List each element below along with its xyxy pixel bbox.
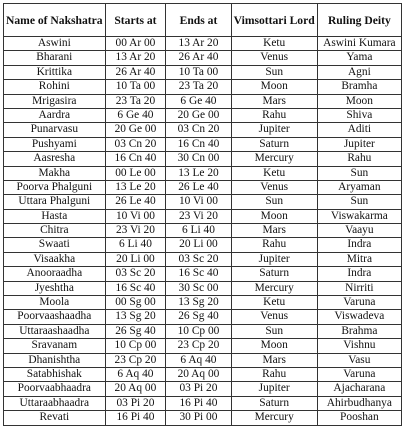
starts-at-cell: 20 Ge 00 xyxy=(105,123,166,137)
table-row xyxy=(4,51,402,65)
table-row xyxy=(4,296,402,310)
nakshatra-name-cell: Uttara Phalguni xyxy=(4,195,106,209)
vimsottari-lord-cell: Venus xyxy=(231,310,317,324)
nakshatra-name-cell: Hasta xyxy=(4,209,106,223)
ruling-deity-cell: Sun xyxy=(317,166,401,180)
vimsottari-lord-cell: Sun xyxy=(231,324,317,338)
starts-at-cell: 03 Sc 20 xyxy=(105,267,166,281)
ends-at-cell: 30 Cn 00 xyxy=(166,152,231,166)
ruling-deity-cell: Nirriti xyxy=(317,281,401,295)
ruling-deity-cell: Agni xyxy=(317,65,401,79)
vimsottari-lord-cell: Rahu xyxy=(231,108,317,122)
nakshatra-name-cell: Krittika xyxy=(4,65,106,79)
table-body xyxy=(4,37,402,426)
ruling-deity-cell: Vishnu xyxy=(317,339,401,353)
nakshatra-name-cell: Dhanishtha xyxy=(4,353,106,367)
table-row xyxy=(4,65,402,79)
table-row xyxy=(4,382,402,396)
ends-at-cell: 23 Cp 20 xyxy=(166,339,231,353)
table-row xyxy=(4,353,402,367)
ends-at-cell: 16 Sc 40 xyxy=(166,267,231,281)
ruling-deity-cell: Yama xyxy=(317,51,401,65)
vimsottari-lord-cell: Jupiter xyxy=(231,123,317,137)
starts-at-cell: 10 Cp 00 xyxy=(105,339,166,353)
nakshatra-name-cell: Chitra xyxy=(4,224,106,238)
starts-at-cell: 13 Sg 20 xyxy=(105,310,166,324)
table-row xyxy=(4,267,402,281)
starts-at-cell: 16 Sc 40 xyxy=(105,281,166,295)
ends-at-cell: 23 Ta 20 xyxy=(166,80,231,94)
ends-at-cell: 03 Sc 20 xyxy=(166,252,231,266)
vimsottari-lord-cell: Saturn xyxy=(231,267,317,281)
table-row xyxy=(4,166,402,180)
header-ends-at: Ends at xyxy=(166,4,231,37)
starts-at-cell: 23 Ta 20 xyxy=(105,94,166,108)
starts-at-cell: 03 Cn 20 xyxy=(105,137,166,151)
ends-at-cell: 16 Cn 40 xyxy=(166,137,231,151)
nakshatra-name-cell: Uttaraashaadha xyxy=(4,324,106,338)
table-row xyxy=(4,94,402,108)
header-ruling-deity: Ruling Deity xyxy=(317,4,401,37)
starts-at-cell: 13 Le 20 xyxy=(105,180,166,194)
table-row xyxy=(4,367,402,381)
table-row xyxy=(4,411,402,425)
ends-at-cell: 23 Vi 20 xyxy=(166,209,231,223)
nakshatra-name-cell: Visaakha xyxy=(4,252,106,266)
ends-at-cell: 03 Pi 20 xyxy=(166,382,231,396)
table-row xyxy=(4,224,402,238)
ends-at-cell: 20 Ge 00 xyxy=(166,108,231,122)
nakshatra-name-cell: Jyeshtha xyxy=(4,281,106,295)
nakshatra-name-cell: Punarvasu xyxy=(4,123,106,137)
ends-at-cell: 26 Le 40 xyxy=(166,180,231,194)
nakshatra-name-cell: Poorvaabhaadra xyxy=(4,382,106,396)
table-header-row xyxy=(4,4,402,37)
ends-at-cell: 30 Pi 00 xyxy=(166,411,231,425)
table-row xyxy=(4,281,402,295)
vimsottari-lord-cell: Sun xyxy=(231,65,317,79)
vimsottari-lord-cell: Jupiter xyxy=(231,382,317,396)
nakshatra-name-cell: Moola xyxy=(4,296,106,310)
nakshatra-name-cell: Swaati xyxy=(4,238,106,252)
ends-at-cell: 20 Li 00 xyxy=(166,238,231,252)
starts-at-cell: 6 Ge 40 xyxy=(105,108,166,122)
nakshatra-table-container xyxy=(3,3,402,426)
vimsottari-lord-cell: Mercury xyxy=(231,411,317,425)
vimsottari-lord-cell: Jupiter xyxy=(231,252,317,266)
ruling-deity-cell: Vasu xyxy=(317,353,401,367)
ruling-deity-cell: Indra xyxy=(317,238,401,252)
vimsottari-lord-cell: Saturn xyxy=(231,137,317,151)
vimsottari-lord-cell: Ketu xyxy=(231,37,317,51)
header-starts-at: Starts at xyxy=(105,4,166,37)
ends-at-cell: 26 Sg 40 xyxy=(166,310,231,324)
ruling-deity-cell: Varuna xyxy=(317,296,401,310)
ruling-deity-cell: Bramha xyxy=(317,80,401,94)
vimsottari-lord-cell: Moon xyxy=(231,339,317,353)
ends-at-cell: 6 Aq 40 xyxy=(166,353,231,367)
starts-at-cell: 16 Cn 40 xyxy=(105,152,166,166)
ruling-deity-cell: Aswini Kumara xyxy=(317,37,401,51)
table-row xyxy=(4,137,402,151)
table-row xyxy=(4,195,402,209)
nakshatra-name-cell: Satabhishak xyxy=(4,367,106,381)
ends-at-cell: 13 Ar 20 xyxy=(166,37,231,51)
header-vimsottari-lord: Vimsottari Lord xyxy=(231,4,317,37)
starts-at-cell: 20 Aq 00 xyxy=(105,382,166,396)
ends-at-cell: 16 Pi 40 xyxy=(166,396,231,410)
table-row xyxy=(4,108,402,122)
ruling-deity-cell: Rahu xyxy=(317,152,401,166)
table-row xyxy=(4,209,402,223)
vimsottari-lord-cell: Sun xyxy=(231,195,317,209)
table-row xyxy=(4,310,402,324)
nakshatra-name-cell: Sravanam xyxy=(4,339,106,353)
starts-at-cell: 03 Pi 20 xyxy=(105,396,166,410)
vimsottari-lord-cell: Ketu xyxy=(231,166,317,180)
nakshatra-name-cell: Poorva Phalguni xyxy=(4,180,106,194)
ends-at-cell: 20 Aq 00 xyxy=(166,367,231,381)
starts-at-cell: 00 Le 00 xyxy=(105,166,166,180)
table-row xyxy=(4,324,402,338)
starts-at-cell: 00 Sg 00 xyxy=(105,296,166,310)
nakshatra-table xyxy=(3,3,402,426)
ruling-deity-cell: Ajacharana xyxy=(317,382,401,396)
vimsottari-lord-cell: Rahu xyxy=(231,367,317,381)
starts-at-cell: 20 Li 00 xyxy=(105,252,166,266)
starts-at-cell: 26 Ar 40 xyxy=(105,65,166,79)
ruling-deity-cell: Moon xyxy=(317,94,401,108)
ruling-deity-cell: Shiva xyxy=(317,108,401,122)
vimsottari-lord-cell: Mars xyxy=(231,353,317,367)
ends-at-cell: 6 Li 40 xyxy=(166,224,231,238)
ruling-deity-cell: Mitra xyxy=(317,252,401,266)
ruling-deity-cell: Brahma xyxy=(317,324,401,338)
vimsottari-lord-cell: Saturn xyxy=(231,396,317,410)
starts-at-cell: 26 Sg 40 xyxy=(105,324,166,338)
ends-at-cell: 26 Ar 40 xyxy=(166,51,231,65)
table-row xyxy=(4,252,402,266)
ruling-deity-cell: Viswakarma xyxy=(317,209,401,223)
ruling-deity-cell: Varuna xyxy=(317,367,401,381)
ends-at-cell: 13 Sg 20 xyxy=(166,296,231,310)
vimsottari-lord-cell: Mars xyxy=(231,94,317,108)
nakshatra-name-cell: Aasresha xyxy=(4,152,106,166)
starts-at-cell: 26 Le 40 xyxy=(105,195,166,209)
ruling-deity-cell: Sun xyxy=(317,195,401,209)
nakshatra-name-cell: Aardra xyxy=(4,108,106,122)
nakshatra-name-cell: Makha xyxy=(4,166,106,180)
vimsottari-lord-cell: Mercury xyxy=(231,152,317,166)
table-row xyxy=(4,180,402,194)
ends-at-cell: 03 Cn 20 xyxy=(166,123,231,137)
starts-at-cell: 23 Vi 20 xyxy=(105,224,166,238)
table-row xyxy=(4,339,402,353)
vimsottari-lord-cell: Moon xyxy=(231,209,317,223)
table-row xyxy=(4,80,402,94)
ruling-deity-cell: Viswadeva xyxy=(317,310,401,324)
starts-at-cell: 00 Ar 00 xyxy=(105,37,166,51)
vimsottari-lord-cell: Moon xyxy=(231,80,317,94)
starts-at-cell: 16 Pi 40 xyxy=(105,411,166,425)
table-row xyxy=(4,123,402,137)
starts-at-cell: 23 Cp 20 xyxy=(105,353,166,367)
nakshatra-name-cell: Pushyami xyxy=(4,137,106,151)
ends-at-cell: 30 Sc 00 xyxy=(166,281,231,295)
ruling-deity-cell: Indra xyxy=(317,267,401,281)
table-row xyxy=(4,238,402,252)
vimsottari-lord-cell: Ketu xyxy=(231,296,317,310)
ruling-deity-cell: Aryaman xyxy=(317,180,401,194)
ends-at-cell: 10 Ta 00 xyxy=(166,65,231,79)
nakshatra-name-cell: Revati xyxy=(4,411,106,425)
starts-at-cell: 13 Ar 20 xyxy=(105,51,166,65)
ends-at-cell: 13 Le 20 xyxy=(166,166,231,180)
vimsottari-lord-cell: Venus xyxy=(231,180,317,194)
ends-at-cell: 10 Vi 00 xyxy=(166,195,231,209)
starts-at-cell: 6 Li 40 xyxy=(105,238,166,252)
nakshatra-name-cell: Rohini xyxy=(4,80,106,94)
starts-at-cell: 10 Ta 00 xyxy=(105,80,166,94)
ruling-deity-cell: Ahirbudhanya xyxy=(317,396,401,410)
table-row xyxy=(4,152,402,166)
nakshatra-name-cell: Uttaraabhaadra xyxy=(4,396,106,410)
nakshatra-name-cell: Poorvaashaadha xyxy=(4,310,106,324)
ruling-deity-cell: Pooshan xyxy=(317,411,401,425)
table-row xyxy=(4,396,402,410)
starts-at-cell: 10 Vi 00 xyxy=(105,209,166,223)
ruling-deity-cell: Aditi xyxy=(317,123,401,137)
ends-at-cell: 6 Ge 40 xyxy=(166,94,231,108)
nakshatra-name-cell: Bharani xyxy=(4,51,106,65)
header-name-of-nakshatra: Name of Nakshatra xyxy=(4,4,106,37)
vimsottari-lord-cell: Venus xyxy=(231,51,317,65)
starts-at-cell: 6 Aq 40 xyxy=(105,367,166,381)
nakshatra-name-cell: Anooraadha xyxy=(4,267,106,281)
table-row xyxy=(4,37,402,51)
vimsottari-lord-cell: Mars xyxy=(231,224,317,238)
vimsottari-lord-cell: Rahu xyxy=(231,238,317,252)
ruling-deity-cell: Jupiter xyxy=(317,137,401,151)
nakshatra-name-cell: Mrigasira xyxy=(4,94,106,108)
ruling-deity-cell: Vaayu xyxy=(317,224,401,238)
nakshatra-name-cell: Aswini xyxy=(4,37,106,51)
vimsottari-lord-cell: Mercury xyxy=(231,281,317,295)
ends-at-cell: 10 Cp 00 xyxy=(166,324,231,338)
